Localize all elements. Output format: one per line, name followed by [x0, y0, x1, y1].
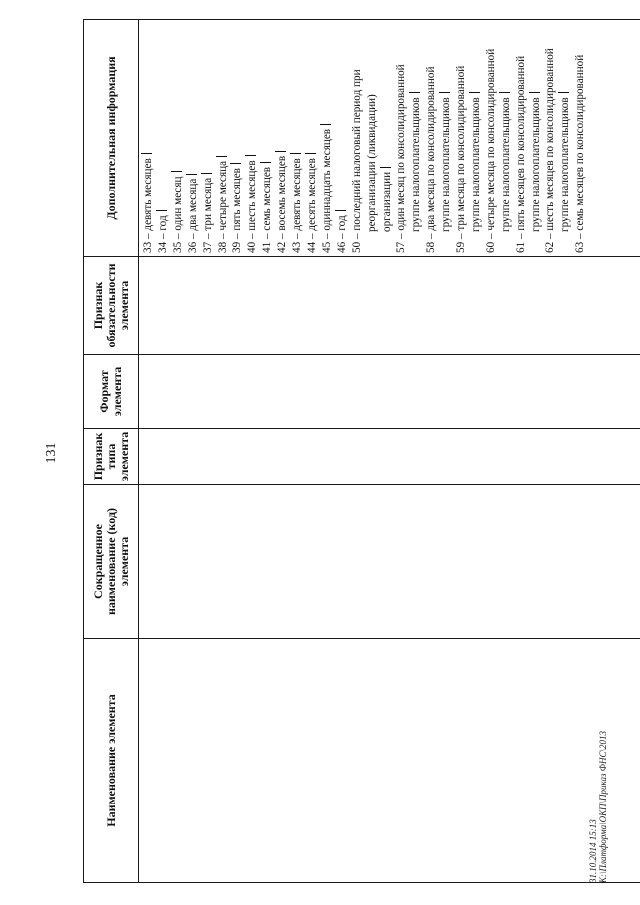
cell-element-type: [139, 429, 640, 485]
list-item: [409, 20, 424, 253]
element-spec-table: [83, 19, 640, 883]
separator-bar-icon: [335, 210, 346, 211]
list-item-text: 61 – пять месяцев по консолидированной: [514, 55, 527, 253]
separator-bar-icon: [141, 153, 152, 154]
list-item-text: группе налогоплательщиков: [410, 97, 423, 232]
list-item: [514, 20, 529, 253]
footer-timestamp: 31.10.2014 15:13: [588, 819, 598, 883]
period-code-list: [139, 20, 588, 256]
list-item: [365, 20, 380, 253]
cell-element-format: [139, 355, 640, 429]
list-item: [216, 20, 231, 253]
list-item: [499, 20, 514, 253]
list-item: [141, 20, 156, 253]
separator-bar-icon: [245, 155, 256, 156]
list-item-text: 37 – три месяца: [201, 177, 214, 253]
list-item-text: 39 – пять месяцев: [231, 168, 244, 253]
separator-bar-icon: [320, 124, 331, 125]
separator-bar-icon: [275, 151, 286, 152]
list-item: [439, 20, 454, 253]
list-item-text: 40 – шесть месяцев: [246, 160, 259, 253]
list-item-text: 45 – одиннадцать месяцев: [320, 128, 333, 253]
page-number: 131: [44, 442, 59, 464]
list-item-text: 63 – семь месяцев по консолидированной: [574, 54, 587, 253]
list-item-text: 41 – семь месяцев: [261, 166, 274, 253]
separator-bar-icon: [186, 174, 197, 175]
cell-additional-info: [139, 20, 640, 257]
separator-bar-icon: [380, 167, 391, 168]
list-item-text: 60 – четыре месяца по консолидированной: [484, 48, 497, 253]
list-item: [260, 20, 275, 253]
separator-bar-icon: [230, 163, 241, 164]
list-item-text: группе налогоплательщиков: [529, 97, 542, 232]
list-item-text: 58 – два месяца по консолидированной: [425, 66, 438, 253]
list-item-text: 42 – восемь месяцев: [276, 155, 289, 253]
list-item-text: 36 – два месяца: [186, 178, 199, 253]
separator-bar-icon: [439, 92, 450, 93]
list-item: [320, 20, 335, 253]
separator-bar-icon: [305, 153, 316, 154]
list-item-text: организации: [380, 171, 393, 232]
separator-bar-icon: [156, 210, 167, 211]
list-item-text: 43 – девять месяцев: [291, 158, 304, 253]
table-row: [139, 20, 640, 883]
separator-bar-icon: [260, 162, 271, 163]
separator-bar-icon: [171, 171, 182, 172]
list-item-text: 59 – три месяца по консолидированной: [455, 65, 468, 253]
list-item-text: группе налогоплательщиков: [559, 97, 572, 232]
list-item: [394, 20, 409, 253]
list-item-text: 46 – год: [335, 215, 348, 253]
list-item: [171, 20, 186, 253]
separator-bar-icon: [290, 153, 301, 154]
header-additional-info: Дополнительная информация: [84, 20, 139, 257]
list-item: [290, 20, 305, 253]
cell-required-flag: [139, 257, 640, 355]
list-item: [230, 20, 245, 253]
list-item-text: 62 – шесть месяцев по консолидированной: [544, 48, 557, 253]
separator-bar-icon: [558, 92, 569, 93]
list-item-text: группе налогоплательщиков: [440, 97, 453, 232]
list-item-text: 33 – девять месяцев: [142, 158, 154, 253]
list-item-text: 57 – один месяц по консолидированной: [395, 64, 408, 253]
list-item: [424, 20, 439, 253]
list-item-text: реорганизации (ликвидации): [365, 94, 378, 232]
header-element-name: Наименование элемента: [84, 639, 139, 883]
list-item-text: 38 – четыре месяца: [216, 160, 229, 253]
list-item: [529, 20, 544, 253]
table-header-row: [84, 20, 139, 883]
file-footer: [588, 731, 608, 883]
header-required-flag: Признак обязательности элемента: [84, 257, 139, 355]
separator-bar-icon: [499, 92, 510, 93]
list-item-text: 44 – десять месяцев: [305, 158, 318, 253]
list-item-text: группе налогоплательщиков: [469, 97, 482, 232]
list-item: [186, 20, 201, 253]
separator-bar-icon: [409, 92, 420, 93]
footer-file-path: К:\Платформа\ОКП\Приказ ФНС\2013: [598, 730, 608, 883]
list-item: [245, 20, 260, 253]
list-item: [156, 20, 171, 253]
list-item-text: 50 – последний налоговый период при: [350, 69, 363, 253]
list-item: [543, 20, 558, 253]
list-item: [469, 20, 484, 253]
list-item: [201, 20, 216, 253]
header-short-name: Сокращенное наименование (код) элемента: [84, 485, 139, 639]
list-item: [454, 20, 469, 253]
cell-short-name: [139, 485, 640, 639]
header-element-type: Признак типа элемента: [84, 429, 139, 485]
separator-bar-icon: [216, 156, 227, 157]
list-item: [350, 20, 365, 253]
list-item: [305, 20, 320, 253]
list-item-text: группе налогоплательщиков: [499, 97, 512, 232]
separator-bar-icon: [201, 173, 212, 174]
list-item: [558, 20, 573, 253]
list-item: [573, 20, 588, 253]
cell-element-name: [139, 639, 640, 883]
list-item-text: 35 – один месяц: [171, 176, 184, 253]
list-item: [484, 20, 499, 253]
separator-bar-icon: [469, 92, 480, 93]
list-item-text: 34 – год: [156, 215, 169, 253]
list-item: [335, 20, 350, 253]
list-item: [275, 20, 290, 253]
separator-bar-icon: [529, 92, 540, 93]
header-element-format: Формат элемента: [84, 355, 139, 429]
list-item: [380, 20, 395, 253]
